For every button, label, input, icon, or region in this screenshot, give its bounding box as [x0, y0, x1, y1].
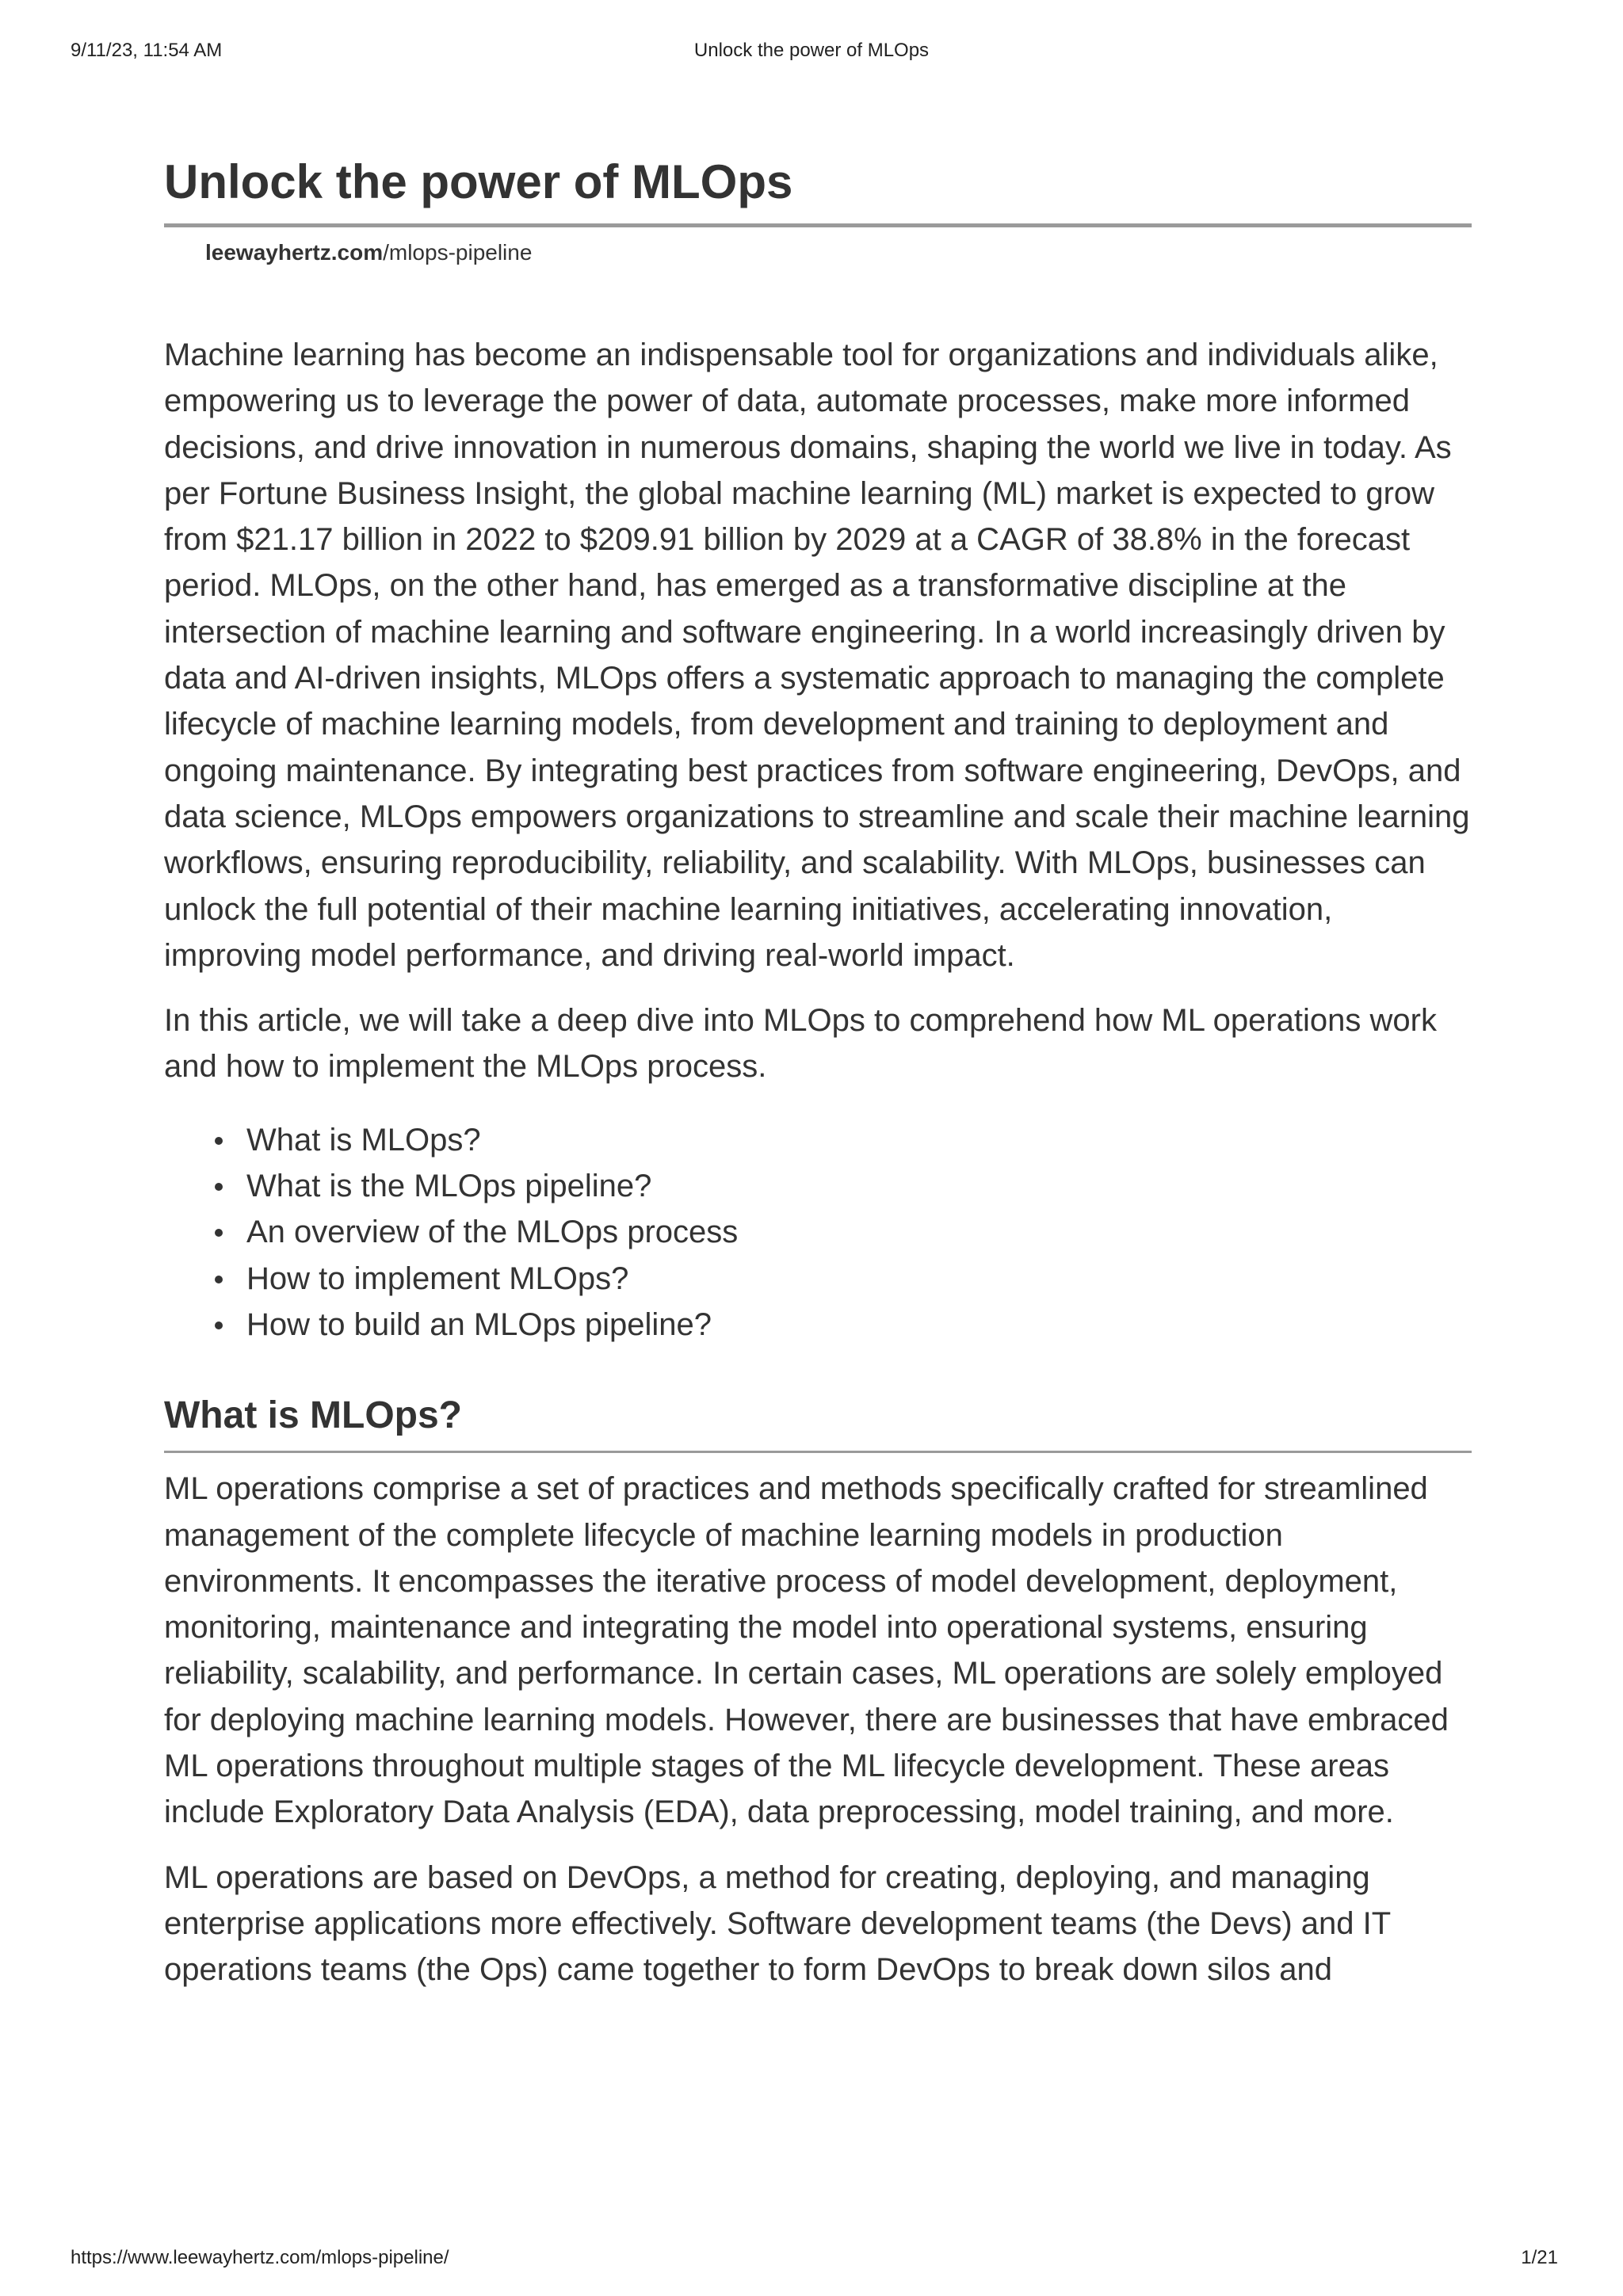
print-doc-title: Unlock the power of MLOps [693, 40, 930, 61]
toc-item-label: How to build an MLOps pipeline? [246, 1306, 712, 1342]
source-path[interactable]: /mlops-pipeline [383, 240, 533, 265]
toc-item[interactable] [246, 1302, 1472, 1348]
intro-paragraph: Machine learning has become an indispensable tool for organizations and individuals alike, empowering us to leverage the power of data, automate processes, make more informed decisions, and drive innovation in numerous domains, shaping the world we live in today. As per Fortune Business Insight, the global machine learning (ML) market is expected to grow from $21.17 billion in 2022 to $209.91 billion by 2029 at a CAGR of 38.8% in the forecast period. MLOps, on the other hand, has emerged as a transformative discipline at the intersection of machine learning and software engineering. In a world increasingly driven by data and AI-driven insights, MLOps offers a systematic approach to managing the complete lifecycle of machine learning models, from development and training to deployment and ongoing maintenance. By integrating best practices from software engineering, DevOps, and data science, MLOps empowers organizations to streamline and scale their machine learning workflows, ensuring reproducibility, reliability, and scalability. With MLOps, businesses can unlock the full potential of their machine learning initiatives, accelerating innovation, improving model performance, and driving real-world impact. [164, 338, 1470, 973]
print-date: 9/11/23, 11:54 AM [71, 40, 223, 61]
print-url: https://www.leewayhertz.com/mlops-pipeline/ [71, 2247, 449, 2268]
what-is-mlops-paragraph-1: ML operations comprise a set of practices and methods specifically crafted for streamlined management of the complete lifecycle of machine learning models in production environments. It encompasses the iterative process of model development, deployment, monitoring, maintenance and integrating the model into operational systems, ensuring reliability, scalability, and performance. In certain cases, ML operations are solely employed for deploying machine learning models. However, there are businesses that have embraced ML operations throughout multiple stages of the ML lifecycle development. These areas include Exploratory Data Analysis (EDA), data preprocessing, model training, and more. [164, 1471, 1449, 1830]
toc-item[interactable] [246, 1256, 1472, 1302]
print-header [71, 40, 1552, 65]
toc-item-label: What is the MLOps pipeline? [246, 1169, 652, 1204]
bullet-icon [215, 1322, 223, 1329]
toc-item-label: An overview of the MLOps process [246, 1215, 739, 1250]
toc-item[interactable] [246, 1209, 1472, 1255]
bullet-icon [215, 1183, 223, 1191]
bullet-icon [215, 1229, 223, 1237]
section-heading-what-is-mlops: What is MLOps? [164, 1390, 1472, 1453]
page-title: Unlock the power of MLOps [164, 151, 1472, 227]
page-number: 1/21 [1521, 2247, 1558, 2268]
toc-item[interactable] [246, 1117, 1472, 1163]
toc-item-label: How to implement MLOps? [246, 1261, 629, 1296]
source-domain[interactable]: leewayhertz.com [205, 240, 384, 265]
toc-item[interactable] [246, 1163, 1472, 1209]
source-link[interactable] [205, 237, 1472, 269]
what-is-mlops-paragraph-2: ML operations are based on DevOps, a method for creating, deploying, and managing enterprise applications more effectively. Software development teams (the Devs) and IT operations teams (the Ops) came together to form DevOps to break down silos and [164, 1859, 1391, 1988]
article [164, 151, 1472, 1993]
bullet-icon [215, 1276, 223, 1283]
bullet-icon [215, 1137, 223, 1145]
toc-item-label: What is MLOps? [246, 1122, 481, 1158]
print-footer [71, 2247, 1558, 2272]
table-of-contents [164, 1117, 1472, 1348]
article-summary-paragraph: In this article, we will take a deep dive into MLOps to comprehend how ML operations work and how to implement the MLOps process. [164, 1003, 1437, 1085]
